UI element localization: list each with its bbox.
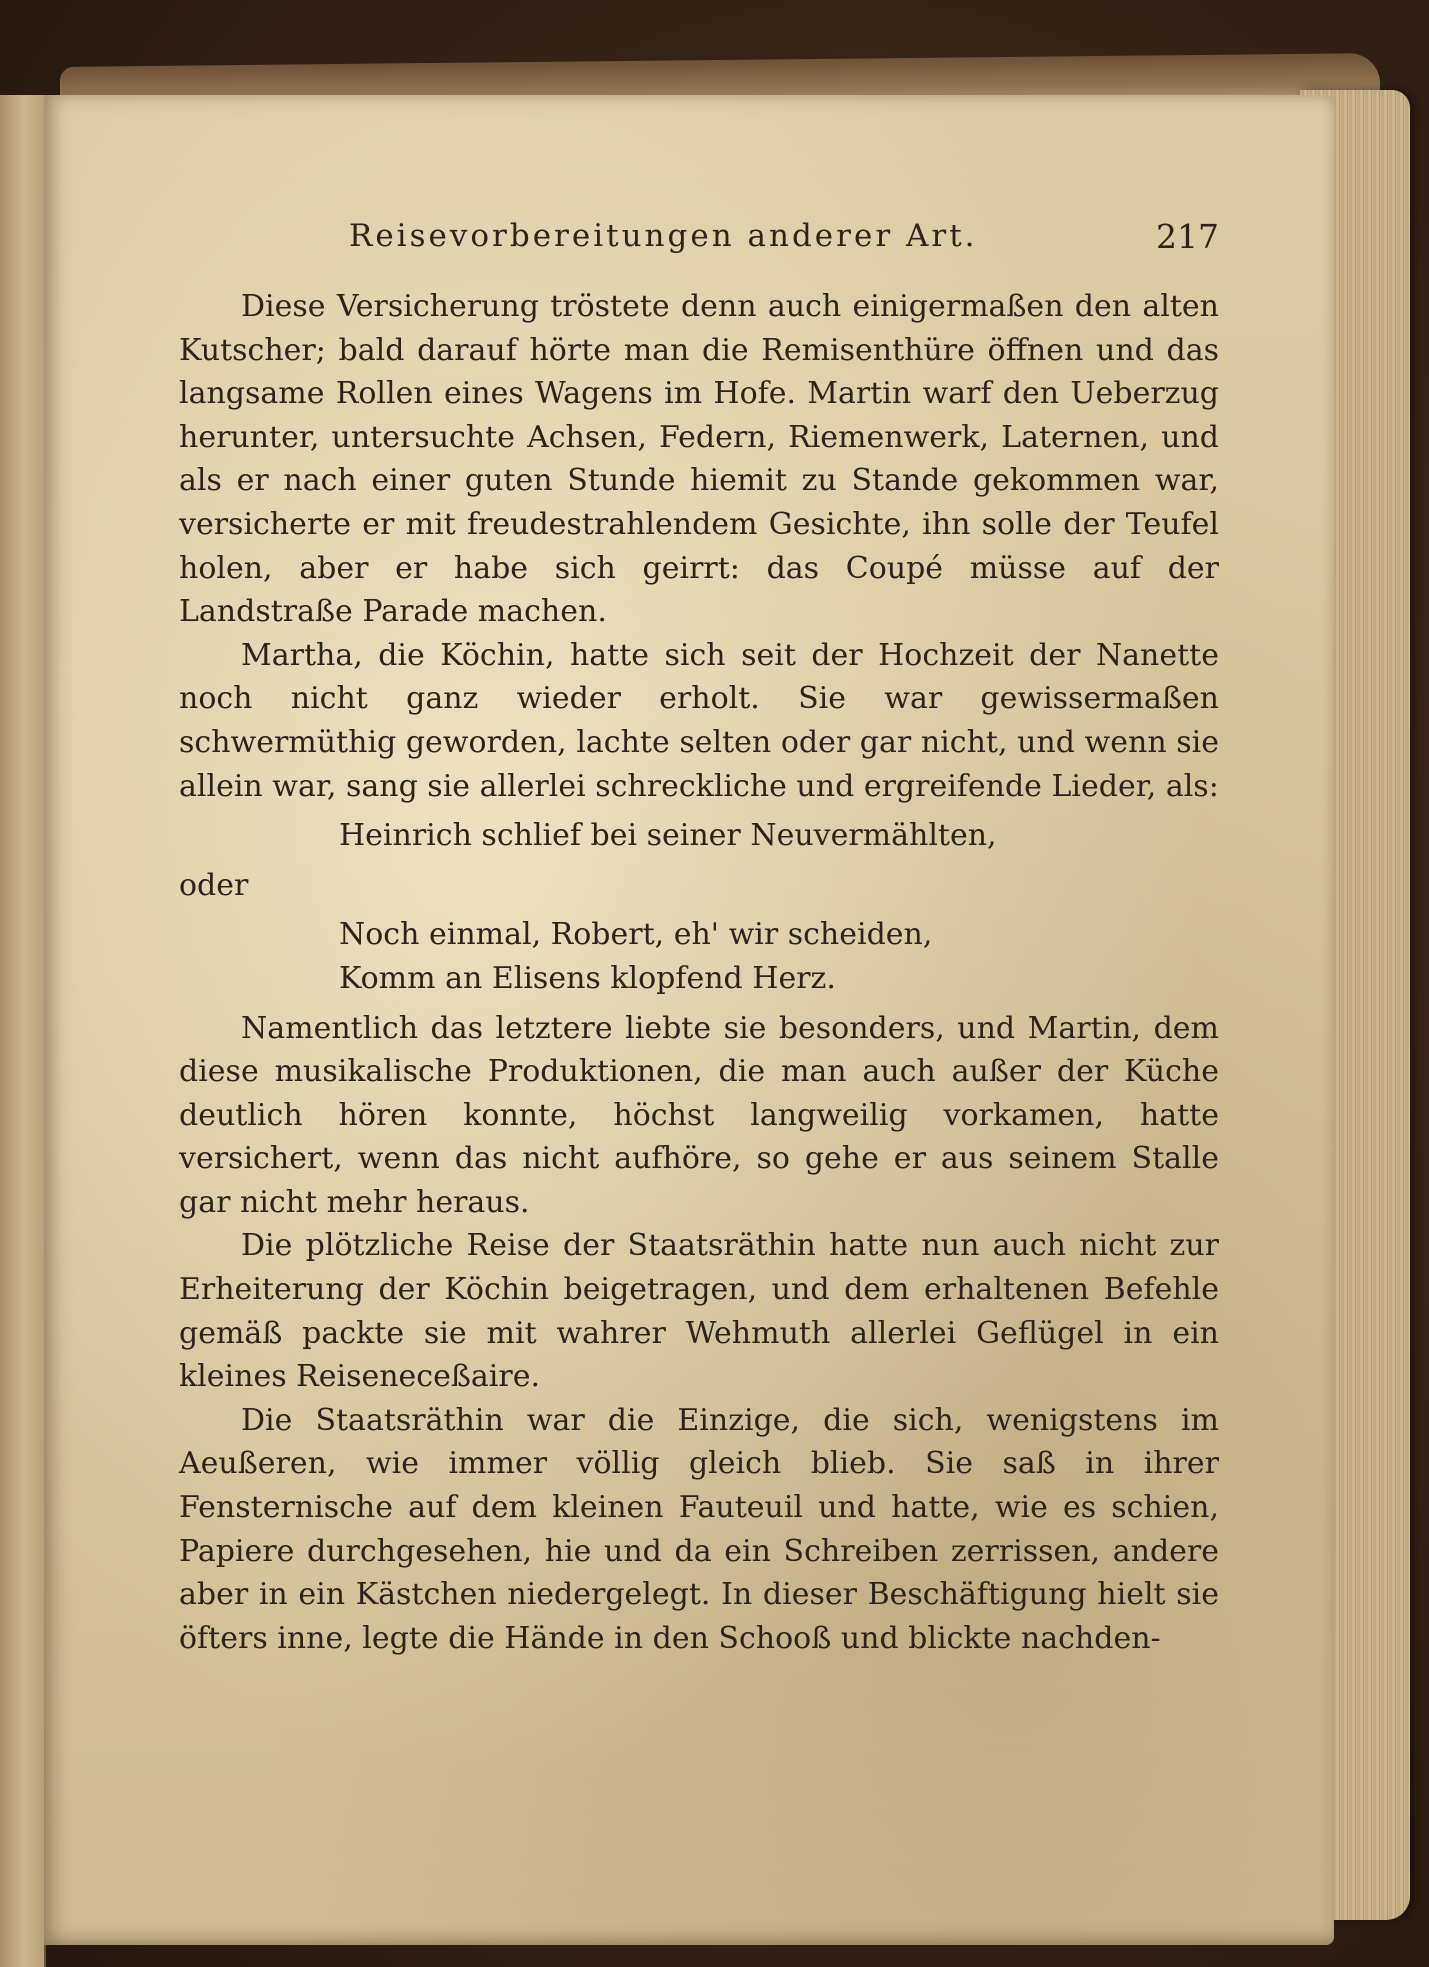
page-paper <box>44 95 1334 1945</box>
paragraph-2: Martha, die Köchin, hatte sich seit der Hochzeit der Nanette noch nicht ganz wieder erholt. Sie war gewissermaßen schwermüthig geworden, lachte selten oder gar nicht, und wenn sie allein war, sang sie allerlei schreckliche und ergreifende Lieder, als: <box>179 637 1219 804</box>
paragraph-3: Namentlich das letztere liebte sie besonders, und Martin, dem diese musikalische Produktionen, die man auch außer der Küche deutlich hören konnte, höchst langweilig vorkamen, hatte versichert, wenn das nicht aufhöre, so gehe er aus seinem Stalle gar nicht mehr heraus. <box>179 1010 1219 1220</box>
page-header <box>179 215 1219 267</box>
text-block <box>179 215 1219 1660</box>
verse-1 <box>179 814 1219 858</box>
verse-line: Noch einmal, Robert, eh' wir scheiden, <box>339 917 933 953</box>
paragraph-4: Die plötzliche Reise der Staatsräthin hatte nun auch nicht zur Erheiterung der Köchin beigetragen, und dem erhaltenen Befehle gemäß packte sie mit wahrer Wehmuth allerlei Geflügel in ein kleines Reiseneceßaire. <box>179 1228 1219 1395</box>
left-page-edge <box>0 95 46 1967</box>
verse-line: Komm an Elisens klopfend Herz. <box>339 960 836 996</box>
page-number: 217 <box>1156 217 1219 256</box>
bridge-word: oder <box>179 867 249 903</box>
running-head: Reisevorbereitungen anderer Art. <box>349 218 978 254</box>
verse-line: Heinrich schlief bei seiner Neuvermählten, <box>339 818 997 854</box>
paragraph-5: Die Staatsräthin war die Einzige, die sich, wenigstens im Aeußeren, wie immer völlig gleich blieb. Sie saß in ihrer Fensternische auf dem kleinen Fauteuil und hatte, wie es schien, Papiere durchgesehen, hie und da ein Schreiben zerrissen, andere aber in ein Kästchen niedergelegt. In dieser Beschäftigung hielt sie öfters inne, legte die Hände in den Schooß und blickte nachden- <box>179 1402 1219 1656</box>
verse-2 <box>179 913 1219 1000</box>
paragraph-1: Diese Versicherung tröstete denn auch einigermaßen den alten Kutscher; bald darauf hörte man die Remisenthüre öffnen und das langsame Rollen eines Wagens im Hofe. Martin warf den Ueberzug herunter, untersuchte Achsen, Federn, Riemenwerk, Laternen, und als er nach einer guten Stunde hiemit zu Stande gekommen war, versicherte er mit freudestrahlendem Gesichte, ihn solle der Teufel holen, aber er habe sich geirrt: das Coupé müsse auf der Landstraße Parade machen. <box>179 289 1219 630</box>
